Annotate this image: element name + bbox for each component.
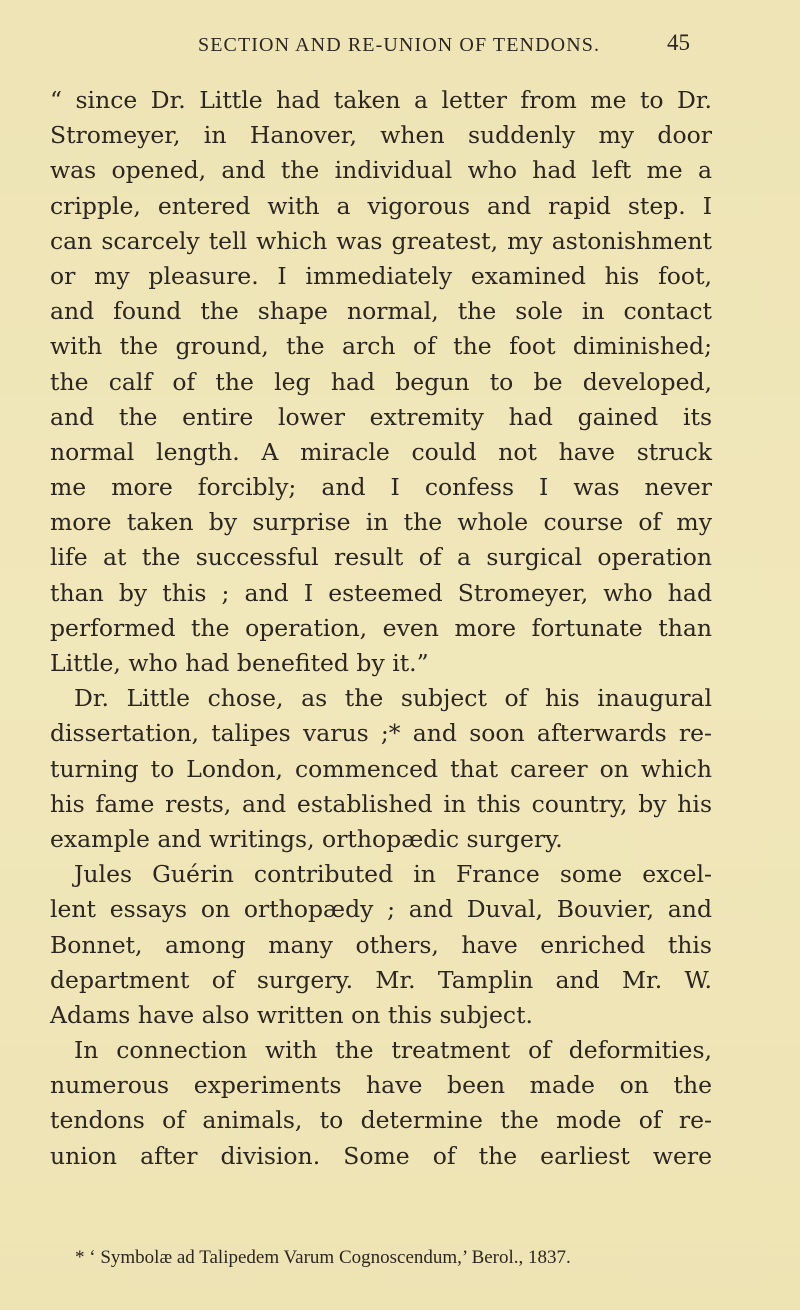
text-line: more taken by surprise in the whole course of my [50, 508, 712, 537]
text-line: Adams have also written on this subject. [50, 1000, 533, 1029]
text-line: life at the successful result of a surgical operation [50, 543, 712, 572]
text-line: Little, who had benefited by it.” [50, 649, 429, 677]
footnote: * ‘ Symbolæ ad Talipedem Varum Cognoscendum,’ Berol., 1837. [75, 1247, 571, 1268]
text-line: “ since Dr. Little had taken a letter from me to Dr. [50, 86, 712, 114]
text-line: his fame rests, and established in this country, by his [50, 789, 712, 818]
text-line: cripple, entered with a vigorous and rapid step. I [50, 191, 712, 220]
text-line: and found the shape normal, the sole in contact [50, 297, 712, 326]
text-line: Dr. Little chose, as the subject of his inaugural [74, 684, 712, 713]
text-line: me more forcibly; and I confess I was never [50, 473, 712, 502]
body-text [50, 83, 712, 1174]
text-line: than by this ; and I esteemed Stromeyer, who had [50, 578, 712, 607]
text-line: Stromeyer, in Hanover, when suddenly my door [50, 121, 712, 150]
text-line: union after division. Some of the earliest were [50, 1141, 712, 1170]
running-head: SECTION AND RE-UNION OF TENDONS. [198, 34, 601, 56]
text-line: performed the operation, even more fortunate than [50, 613, 712, 642]
text-line: numerous experiments have been made on the [50, 1071, 712, 1100]
text-line: dissertation, talipes varus ;* and soon afterwards re- [50, 719, 712, 748]
text-line: In connection with the treatment of deformities, [74, 1036, 712, 1065]
text-line: was opened, and the individual who had left me a [50, 156, 712, 185]
text-line: and the entire lower extremity had gained its [50, 402, 712, 431]
text-line: tendons of animals, to determine the mode of re- [50, 1106, 712, 1135]
text-line: department of surgery. Mr. Tamplin and Mr. W. [50, 965, 712, 994]
text-line: Jules Guérin contributed in France some excel- [74, 860, 712, 889]
text-line: can scarcely tell which was greatest, my astonishment [50, 226, 712, 255]
text-line: the calf of the leg had begun to be developed, [50, 367, 712, 396]
text-line: or my pleasure. I immediately examined his foot, [50, 261, 712, 290]
page-header [0, 30, 800, 60]
text-line: normal length. A miracle could not have struck [50, 437, 712, 466]
text-line: lent essays on orthopædy ; and Duval, Bouvier, and [50, 895, 712, 924]
text-line: turning to London, commenced that career on which [50, 754, 712, 783]
page-number: 45 [667, 30, 690, 55]
text-line: example and writings, orthopædic surgery. [50, 824, 563, 853]
text-line: Bonnet, among many others, have enriched this [50, 930, 712, 959]
text-line: with the ground, the arch of the foot diminished; [50, 332, 712, 361]
